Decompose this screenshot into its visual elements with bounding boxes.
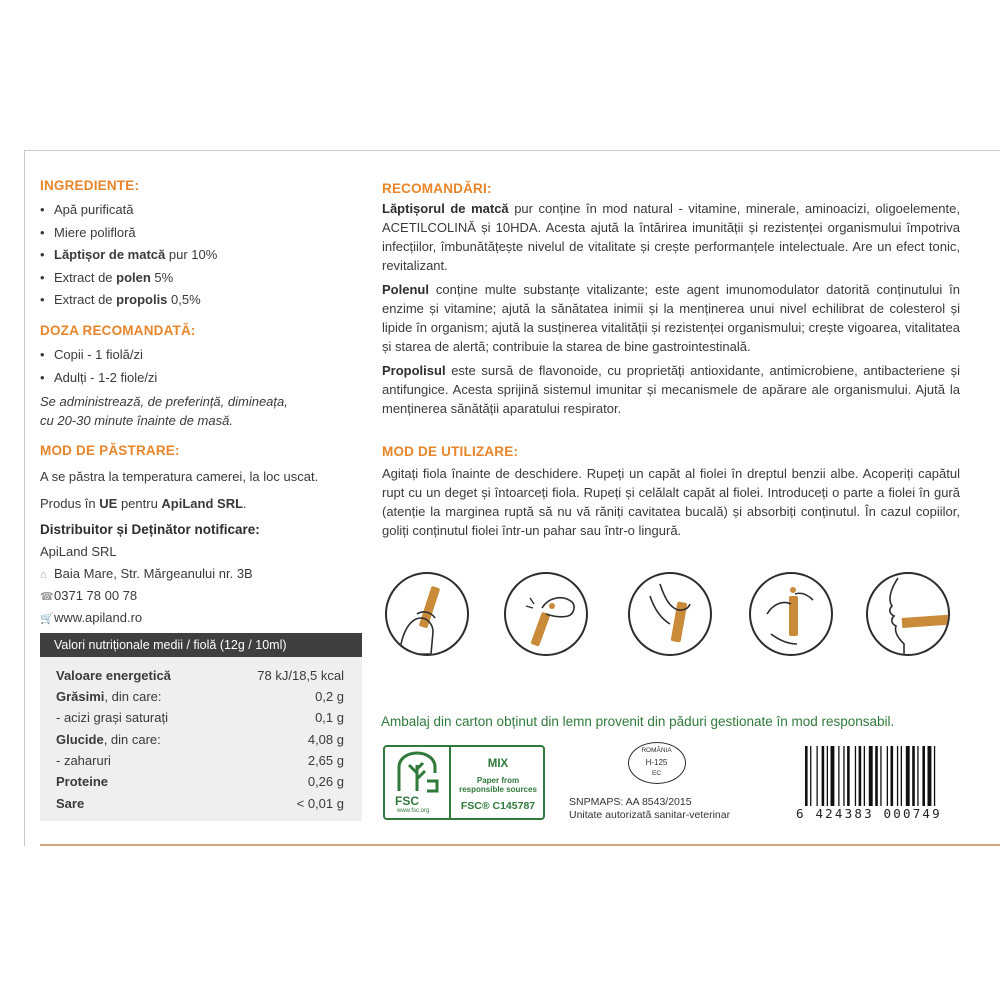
distribuitor-heading: Distribuitor și Deținător notificare:	[40, 522, 260, 537]
cover-vial-icon	[628, 572, 712, 656]
fsc-url: www.fsc.org	[397, 808, 430, 814]
doza-note-line1: Se administrează, de preferință, dimineața,	[40, 394, 288, 409]
distribuitor-web: 🛒www.apiland.ro	[40, 607, 142, 629]
doza-list	[40, 344, 157, 389]
distribuitor-phone: ☎0371 78 00 78	[40, 585, 137, 607]
recomandari-p1: Lăptișorul de matcă pur conține în mod natural - vitamine, minerale, aminoacizi, oligoelemente, ACETILCOLINĂ și 10HDA. Acesta ajută la întărirea imunității și rezistenței organismului împotriva infecțiilor, îmbunătățește nivelul de vitalitate și crește performanțele intelectuale. Are un efect tonic, revitalizant.	[382, 201, 960, 273]
nutrition-row: Grăsimi, din care: 0,2 g	[56, 689, 344, 704]
ingredient-item: • Extract de propolis 0,5%	[40, 292, 201, 307]
label-bottom-edge	[40, 844, 1000, 846]
break-vial-end-icon	[504, 572, 588, 656]
nutrition-row: Glucide, din care: 4,08 g	[56, 732, 344, 747]
fsc-code: FSC® C145787	[460, 800, 536, 812]
recomandari-p3: Propolisul este sursă de flavonoide, cu proprietăți antioxidante, antimicrobiene, antibacteriene și antifungice. Acesta sprijină sistemul imunitar și mecanismele de apărare ale organismului. Ajută la menținerea sănătății aparatului respirator.	[382, 363, 960, 416]
nutrition-table	[40, 633, 362, 821]
recomandari-p2: Polenul conține multe substanțe vitalizante; este agent imunomodulator datorită conținutului în enzime și vitamine; ajută la sănătatea inimii și la menținerea unui nivel echilibrat de colesterol și lipide în organism; ajută la susținerea vitalității și rezistenței organismului; crește vigoarea, vitalitatea și starea de alertă; contribuie la starea de bine gastrointestinală.	[382, 282, 960, 354]
nutrition-row: - zaharuri 2,65 g	[56, 753, 344, 768]
barcode-number: 6 424383 000749	[796, 806, 966, 821]
doza-item: • Adulți - 1-2 fiole/zi	[40, 369, 158, 385]
nutrition-row: Proteine 0,26 g	[56, 774, 344, 789]
utilizare-heading: MOD DE UTILIZARE:	[382, 444, 519, 459]
recomandari-heading: RECOMANDĂRI:	[382, 181, 492, 196]
fsc-logo-text: FSC	[395, 794, 419, 808]
shake-vial-icon	[385, 572, 469, 656]
ingrediente-heading: INGREDIENTE:	[40, 178, 140, 193]
ingredient-item: • Apă purificată	[40, 202, 134, 217]
doza-heading: DOZA RECOMANDATĂ:	[40, 323, 196, 338]
fsc-certification	[383, 745, 545, 820]
pastrare-heading: MOD DE PĂSTRARE:	[40, 443, 180, 458]
sanitary-seal	[628, 742, 686, 784]
utilizare-text: Agitați fiola înainte de deschidere. Rupeți un capăt al fiolei în dreptul benzii albe. Acoperiți capătul rupt cu un deget și întoarceți fiola. Rupeți și celălalt capăt al fiolei. Introduceți o parte a fiolei în gură (atenție la marginea ruptă să nu vă răniți cavitatea bucală) și absorbiți conținutul. În cazul copiilor, goliți conținutul fiolei într-un pahar sau într-o lingură.	[382, 466, 960, 538]
ingredient-item: • Lăptișor de matcă pur 10%	[40, 247, 218, 262]
fsc-tree-logo-icon	[393, 751, 441, 795]
ambalaj-text: Ambalaj din carton obținut din lemn provenit din păduri gestionate în mod responsabil.	[381, 714, 895, 729]
seal-top: ROMÂNIA	[641, 747, 672, 754]
seal-mid: H-125	[645, 758, 668, 767]
ingredient-item: • Miere polifloră	[40, 224, 136, 240]
cart-icon: 🛒	[40, 613, 54, 625]
pastrare-text: A se păstra la temperatura camerei, la loc uscat.	[40, 469, 319, 484]
fsc-mix: MIX	[487, 758, 509, 770]
snpmaps-text: SNPMAPS: AA 8543/2015	[569, 796, 692, 808]
ingrediente-list	[40, 199, 217, 312]
distribuitor-company: ApiLand SRL	[40, 544, 117, 559]
drink-vial-icon	[866, 572, 950, 656]
distribuitor-address: ⌂ Baia Mare, Str. Mărgeanului nr. 3B	[40, 563, 253, 585]
unitate-text: Unitate autorizată sanitar-veterinar	[569, 809, 731, 821]
phone-icon: ☎	[40, 591, 54, 603]
doza-note-line2: cu 20-30 minute înainte de masă.	[40, 413, 233, 428]
fsc-line1: Paper from	[476, 776, 520, 785]
nutrition-row: - acizi grași saturați 0,1 g	[56, 710, 344, 725]
seal-bottom: EC	[651, 770, 662, 777]
ingredient-item: • Extract de polen 5%	[40, 269, 174, 285]
produs-line: Produs în UE pentru ApiLand SRL.	[40, 496, 247, 511]
nutrition-row: Valoare energetică 78 kJ/18,5 kcal	[56, 668, 344, 683]
fsc-line2: responsible sources	[459, 785, 537, 794]
home-icon: ⌂	[40, 569, 47, 581]
doza-item: • Copii - 1 fiolă/zi	[40, 347, 143, 362]
nutrition-table-header: Valori nutriționale medii / fiolă (12g / 10ml)	[40, 633, 362, 657]
break-other-end-icon	[749, 572, 833, 656]
nutrition-row: Sare < 0,01 g	[56, 796, 344, 811]
